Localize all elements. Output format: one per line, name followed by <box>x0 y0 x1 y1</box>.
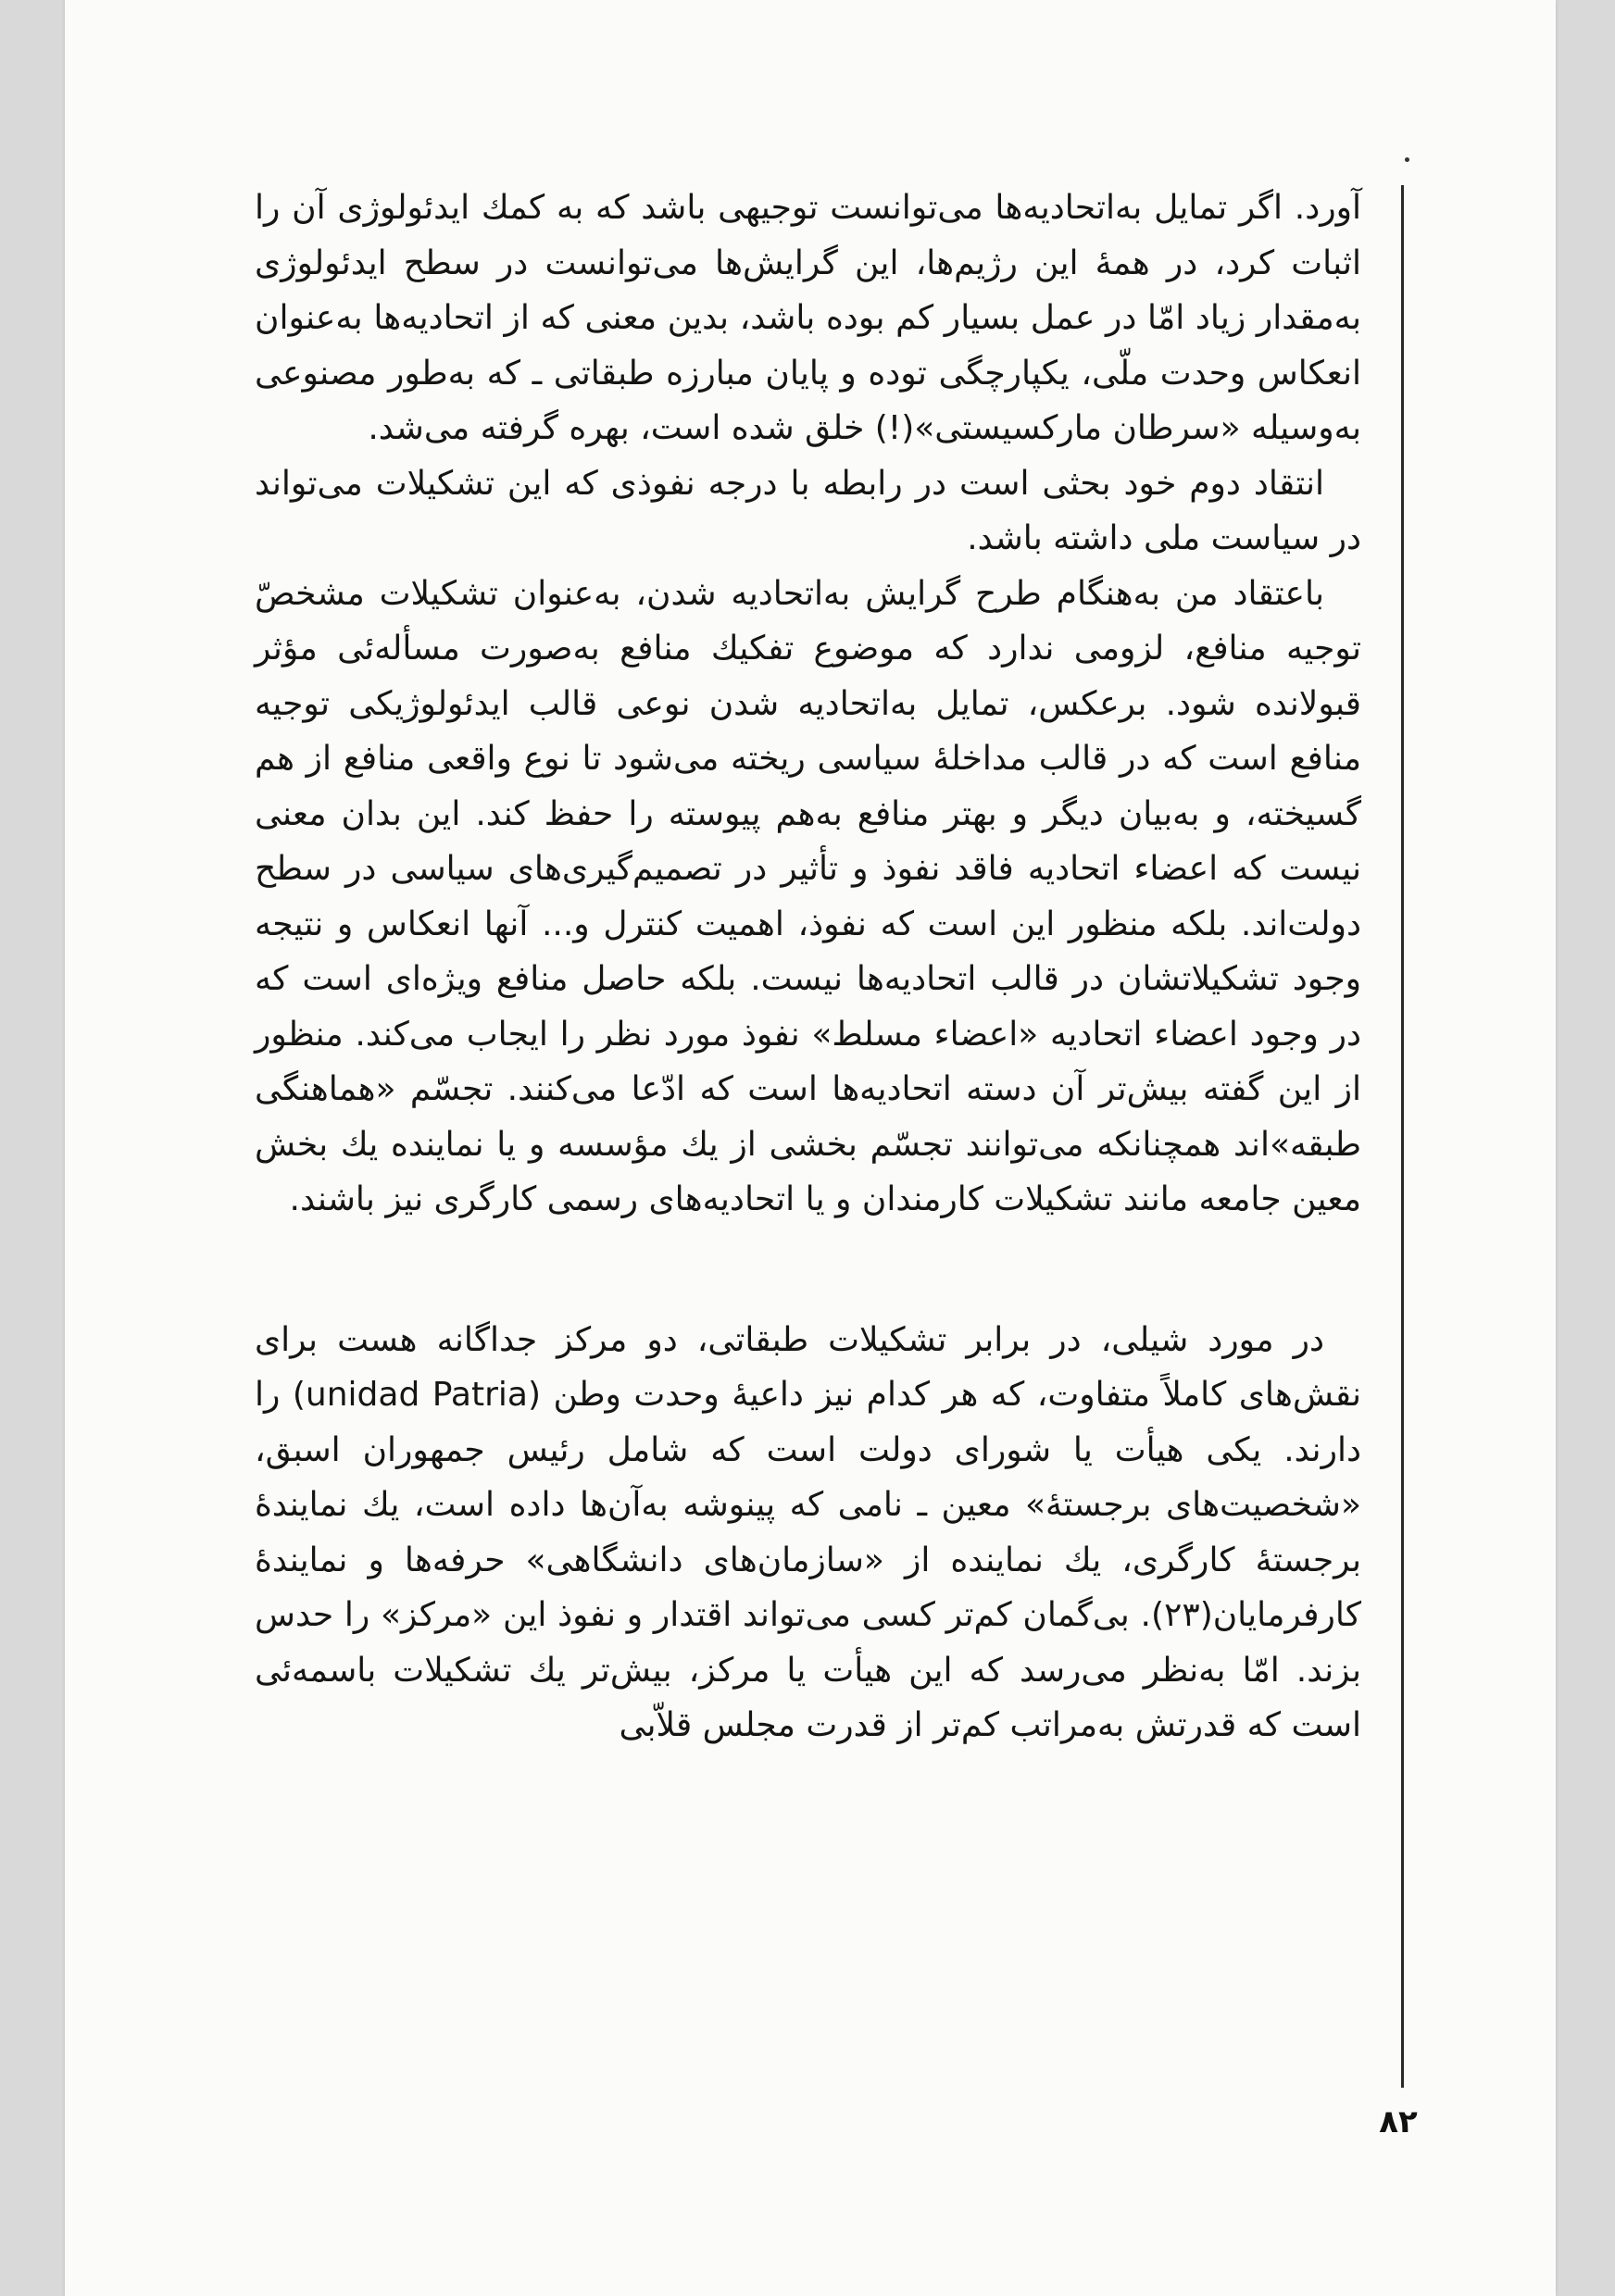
page-number: ۸۲ <box>1379 2103 1418 2140</box>
margin-mark <box>1405 157 1409 162</box>
section-gap <box>255 1228 1361 1313</box>
paragraph: باعتقاد من به‌هنگام طرح گرایش به‌اتحادیه شدن، به‌عنوان تشکیلات مشخصّ توجیه منافع، لزومی ندارد که موضوع تفکیك منافع به‌صورت مسأله‌ئی مؤثر قبولانده شود. برعکس، تمایل به‌اتحادیه شدن نوعی قالب ایدئولوژیکی توجیه منافع است که در قالب مداخلهٔ سیاسی ریخته می‌شود تا نوع واقعی منافع از هم گسیخته، و به‌بیان دیگر و بهتر منافع به‌هم پیوسته را حفظ کند. این بدان معنی نیست که اعضاء اتحادیه فاقد نفوذ و تأثیر در تصمیم‌گیری‌های سیاسی در سطح دولت‌اند. بلکه منظور این است که نفوذ، اهمیت کنترل و... آنها انعکاس و نتیجه وجود تشکیلاتشان در قالب اتحادیه‌ها نیست. بلکه حاصل منافع ویژه‌ای است که در وجود اعضاء اتحادیه «اعضاء مسلط» نفوذ مورد نظر را ایجاب می‌کند. منظور از این گفته بیش‌تر آن دسته اتحادیه‌ها است که ادّعا می‌کنند. تجسّم «هماهنگی طبقه»اند همچنانکه می‌توانند تجسّم بخشی از یك مؤسسه و یا نماینده یك بخش معین جامعه مانند تشکیلات کارمندان و یا اتحادیه‌های رسمی کارگری نیز باشند. <box>255 574 1361 1218</box>
paragraph: در مورد شیلی، در برابر تشکیلات طبقاتی، دو مرکز جداگانه هست برای نقش‌های کاملاً متفاوت، که هر کدام نیز داعیهٔ وحدت وطن (unidad Patria) را دارند. یکی هیأت یا شورای دولت است که شامل رئیس جمهوران اسبق، «شخصیت‌های برجستهٔ» معین ـ نامی که پینوشه به‌آن‌ها داده است، یك نمایندهٔ برجستهٔ کارگری، یك نماینده از «سازمان‌های دانشگاهی» حرفه‌ها و نمایندهٔ کارفرمایان(۲۳). بی‌گمان کم‌تر کسی می‌تواند اقتدار و نفوذ این «مرکز» را حدس بزند. امّا به‌نظر می‌رسد که این هیأت یا مرکز، بیش‌تر یك تشکیلات باسمه‌ئی است که قدرتش به‌مراتب کم‌تر از قدرت مجلس قلاّبی <box>255 1320 1362 1744</box>
body-text <box>255 181 1361 1753</box>
paragraph: انتقاد دوم خود بحثی است در رابطه با درجه نفوذی که این تشکیلات می‌تواند در سیاست ملی داشته باشد. <box>255 464 1361 557</box>
margin-rule <box>1401 185 1404 2088</box>
paragraph: آورد. اگر تمایل به‌اتحادیه‌ها می‌توانست توجیهی باشد که به کمك ایدئولوژی آن را اثبات کرد، در همهٔ این رژیم‌ها، این گرایش‌ها می‌توانست در سطح ایدئولوژی به‌مقدار زیاد امّا در عمل بسیار کم بوده باشد، بدین معنی که از اتحادیه‌ها به‌عنوان انعکاس وحدت ملّی، یکپارچگی توده و پایان مبارزه طبقاتی ـ که به‌طور مصنوعی به‌وسیله «سرطان مارکسیستی»(!) خلق شده است، بهره گرفته می‌شد. <box>255 189 1361 447</box>
